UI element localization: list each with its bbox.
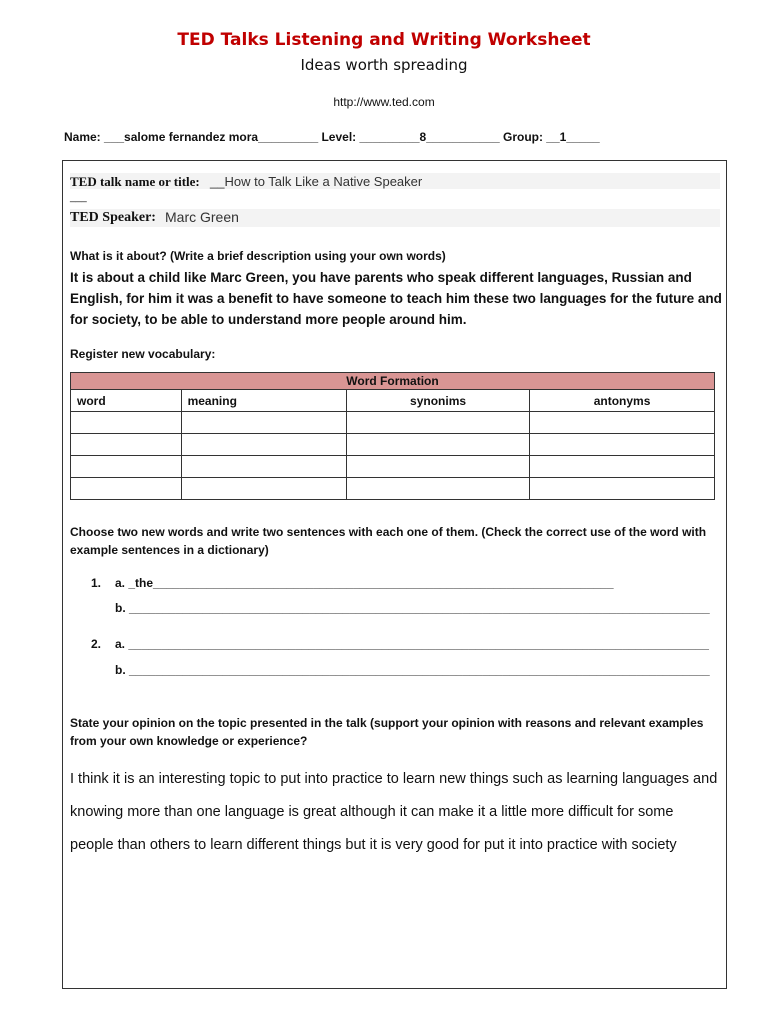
table-cell[interactable] — [71, 412, 182, 434]
table-cell[interactable] — [346, 478, 529, 500]
table-cell[interactable] — [181, 412, 346, 434]
column-header-synonims: synonims — [346, 390, 529, 412]
table-cell[interactable] — [346, 412, 529, 434]
about-answer[interactable]: It is about a child like Marc Green, you have parents who speak different languages, Russian and English, for him it was a benefit to have someone to teach him these two languages for the future and for society, to be able to understand more people around him. — [70, 270, 722, 327]
table-row — [71, 412, 715, 434]
about-question: What is it about? (Write a brief description using your own words) — [70, 249, 446, 263]
word-formation-table — [70, 372, 715, 500]
talk-title-dash: ___ — [70, 192, 87, 203]
table-cell[interactable] — [530, 412, 715, 434]
table-cell[interactable] — [71, 456, 182, 478]
sentences-question: Choose two new words and write two sentences with each one of them. (Check the correct use of the word with example sentences in a dictionary) — [70, 525, 707, 557]
table-cell[interactable] — [530, 478, 715, 500]
worksheet-subtitle: Ideas worth spreading — [300, 56, 468, 74]
table-row — [71, 478, 715, 500]
item-1a-line[interactable]: a. _the_____________________________________________________________________ — [115, 576, 614, 590]
worksheet-box — [62, 160, 727, 989]
item-2b-line[interactable]: b. _______________________________________________________________________________________ — [115, 663, 710, 677]
talk-title-label: TED talk name or title: — [70, 174, 200, 189]
item-1b-line[interactable]: b. _______________________________________________________________________________________ — [115, 601, 710, 615]
speaker-value[interactable]: Marc Green — [165, 209, 239, 225]
item-1-number: 1. — [91, 576, 102, 590]
table-cell[interactable] — [71, 478, 182, 500]
table-cell[interactable] — [530, 434, 715, 456]
column-header-word: word — [71, 390, 182, 412]
table-cell[interactable] — [181, 478, 346, 500]
table-row — [71, 456, 715, 478]
table-cell[interactable] — [181, 434, 346, 456]
table-row — [71, 434, 715, 456]
word-formation-caption: Word Formation — [71, 373, 715, 390]
speaker-row — [70, 209, 720, 227]
vocabulary-label: Register new vocabulary: — [70, 347, 216, 361]
opinion-question: State your opinion on the topic presented in the talk (support your opinion with reasons and relevant examples from your own knowledge or experience? — [70, 716, 704, 748]
table-cell[interactable] — [530, 456, 715, 478]
column-header-meaning: meaning — [181, 390, 346, 412]
item-2-number: 2. — [91, 637, 102, 651]
column-header-antonyms: antonyms — [530, 390, 715, 412]
talk-title-row — [70, 173, 720, 189]
worksheet-title: TED Talks Listening and Writing Worksheet — [177, 30, 591, 50]
table-header-row — [71, 390, 715, 412]
student-info-line: Name: ___salome fernandez mora_________ Level: _________8___________ Group: __1_____ — [64, 130, 600, 144]
opinion-answer[interactable]: I think it is an interesting topic to put into practice to learn new things such as learning languages and knowing more than one language is great although it can make it a little more difficult for some people than others to learn different things but it is very good for put it into practice with society — [70, 771, 718, 853]
table-cell[interactable] — [346, 456, 529, 478]
speaker-label: TED Speaker: — [70, 210, 156, 225]
item-2a-line[interactable]: a. _______________________________________________________________________________________ — [115, 637, 709, 651]
table-cell[interactable] — [346, 434, 529, 456]
table-cell[interactable] — [181, 456, 346, 478]
table-cell[interactable] — [71, 434, 182, 456]
ted-url: http://www.ted.com — [333, 95, 435, 109]
talk-title-value[interactable]: __How to Talk Like a Native Speaker — [210, 174, 423, 189]
